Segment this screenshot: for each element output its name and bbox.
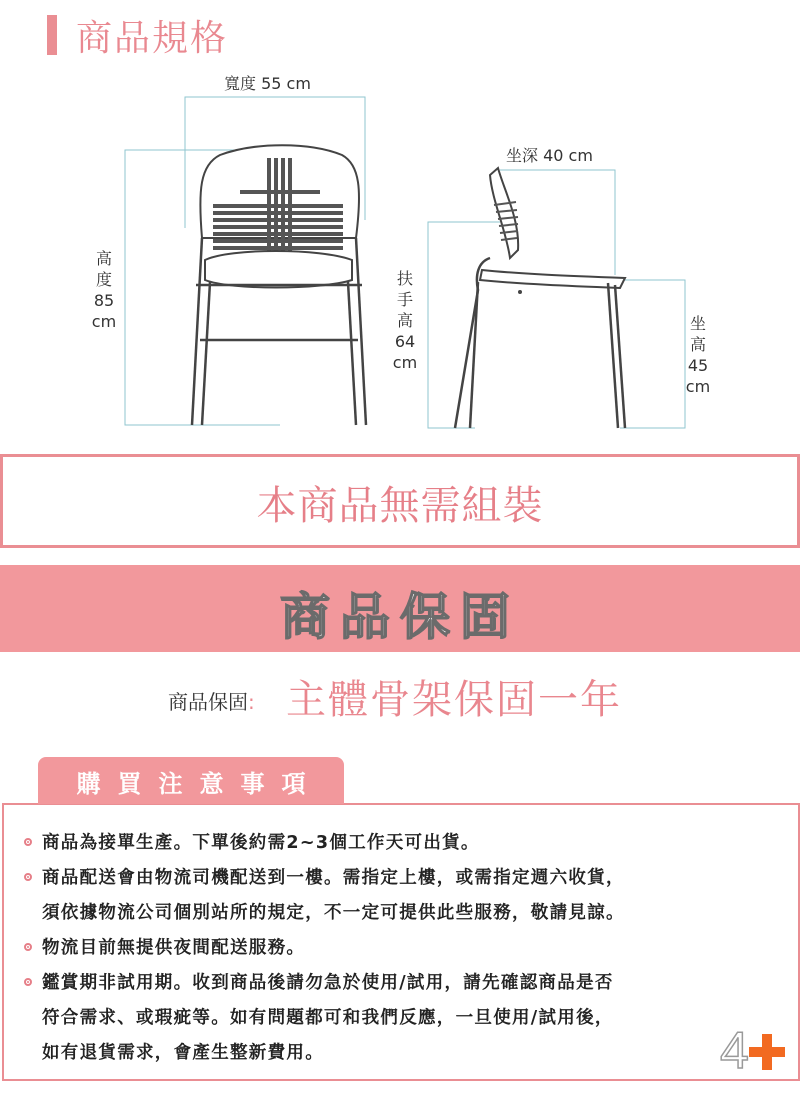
armrest-dimension: 扶 手 高 64 cm (392, 269, 418, 372)
list-item: 商品配送會由物流司機配送到一樓。需指定上樓，或需指定週六收貨， 須依據物流公司個別站所的規定，不一定可提供此些服務，敬請見諒。 (24, 861, 784, 931)
brand-logo (718, 1024, 798, 1074)
depth-dimension: 坐深 40 cm (506, 146, 593, 165)
list-item: 物流目前無提供夜間配送服務。 (24, 931, 784, 966)
notes-list (24, 826, 784, 1071)
width-dimension: 寬度 55 cm (224, 74, 311, 93)
assembly-note: 本商品無需組裝 (256, 483, 544, 529)
warranty-value: 主體骨架保固一年 (286, 677, 622, 723)
bullet-icon (24, 943, 32, 951)
bullet-icon (24, 838, 32, 846)
list-item: 鑑賞期非試用期。收到商品後請勿急於使用/試用，請先確認商品是否 符合需求、或瑕疵等。如有問題都可和我們反應，一旦使用/試用後， 如有退貨需求，會產生整新費用。 (24, 966, 784, 1071)
height-dimension: 高 度 85 cm (91, 249, 117, 331)
chair-side-diagram (420, 150, 700, 440)
bullet-icon (24, 873, 32, 881)
svg-text:4: 4 (720, 1024, 749, 1074)
bullet-icon (24, 978, 32, 986)
notes-title: 購買注意事項 (76, 770, 323, 798)
list-item: 商品為接單生產。下單後約需2~3個工作天可出貨。 (24, 826, 784, 861)
chair-front-diagram (80, 70, 400, 440)
spec-title: 商品規格 (76, 18, 229, 59)
seat-height-dimension: 坐 高 45 cm (685, 314, 711, 396)
warranty-title: 商品保固 (280, 588, 520, 646)
section-marker (47, 15, 57, 55)
warranty-label: 商品保固: (168, 690, 255, 714)
